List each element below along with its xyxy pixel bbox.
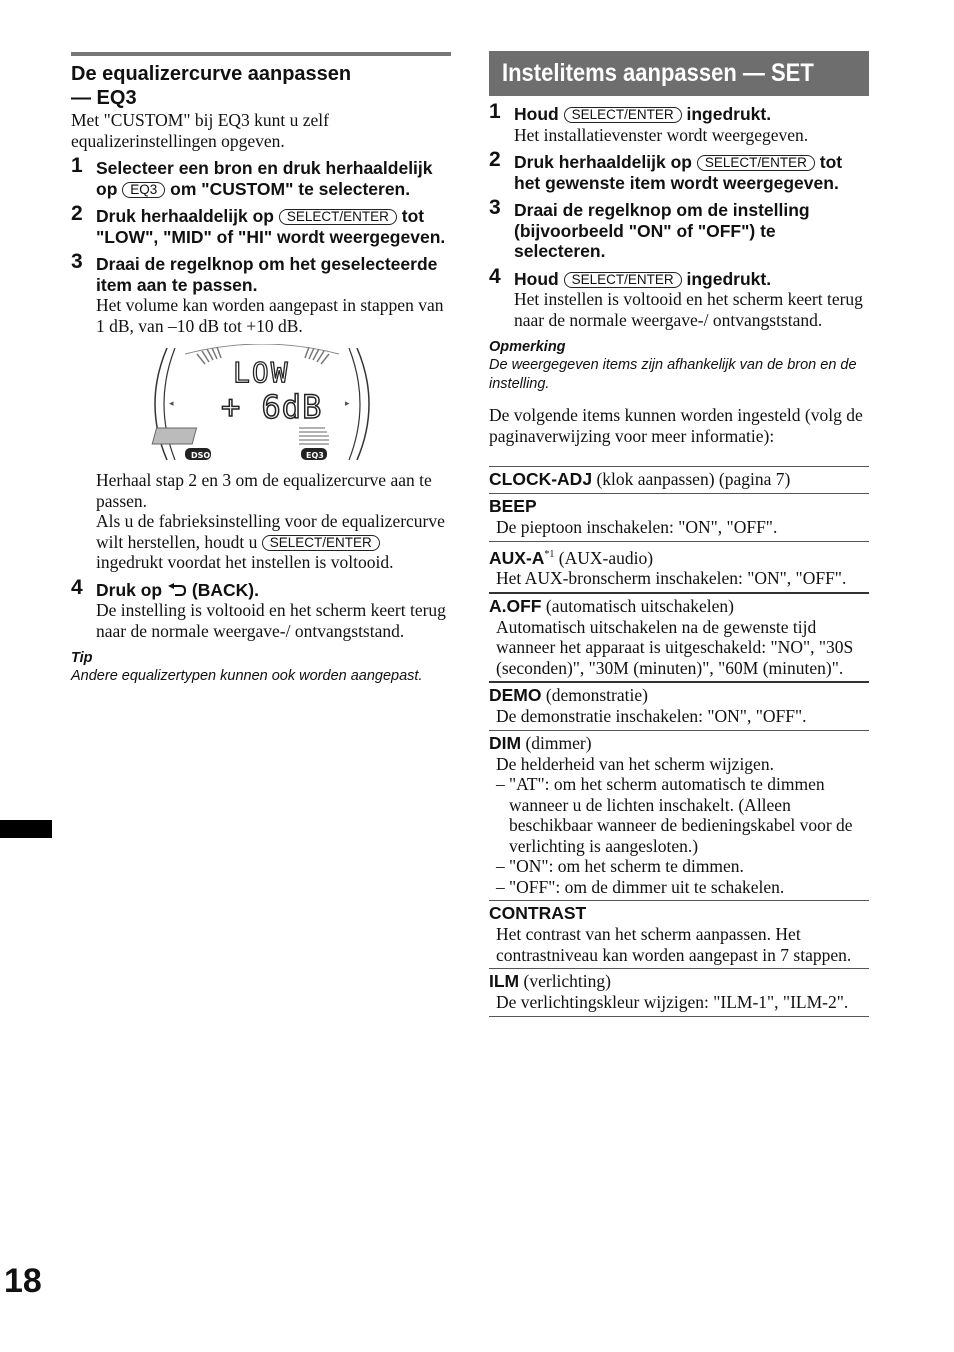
setting-desc: Het contrast van het scherm aanpassen. Het contrastniveau kan worden aangepast in 7 stappen. [496,924,852,965]
step-text: (BACK). [191,579,259,600]
step-text: Druk op [96,579,163,600]
setting-suffix: (automatisch uitschakelen) [541,595,734,616]
step-text: tot "LOW", "MID" of "HI" wordt weergegeven. [96,206,446,247]
setting-clock-adj [489,467,869,494]
items-intro: De volgende items kunnen worden ingesteld (volg de paginaverwijzing voor meer informatie): [489,405,863,446]
setting-suffix: (AUX-audio) [554,547,654,568]
step-1 [71,154,451,199]
setting-name: BEEP [489,496,537,516]
settings-list [489,466,869,1017]
left-column [71,52,451,686]
footnote-marker: *1 [544,548,555,560]
step-title [514,269,869,290]
select-enter-key: SELECT/ENTER [262,535,380,551]
step-body: Het volume kan worden aangepast in stappen van 1 dB, van –10 dB tot +10 dB. [96,295,444,336]
repeat-text: Herhaal stap 2 en 3 om de equalizercurve aan te passen. [96,470,432,511]
setting-suffix: (klok aanpassen) (pagina 7) [592,469,791,489]
set-step-4 [489,264,869,331]
reset-text-b: ingedrukt voordat het instellen is voltooid. [96,552,394,572]
setting-a-off [489,594,869,684]
step-text: Selecteer een bron en druk herhaaldelijk op [96,158,433,199]
setting-desc: Het AUX-bronscherm inschakelen: "ON", "OFF". [496,568,847,589]
step-title [96,206,451,247]
tip-title: Tip [71,650,93,666]
step-number: 3 [71,250,83,273]
step-3 [71,250,451,336]
step-title [514,152,869,193]
section-rule [71,52,451,56]
display-line-2: + 6dB [221,388,323,426]
eq3-key: EQ3 [122,182,165,198]
step-title [96,158,451,199]
back-arrow-icon [167,583,187,597]
setting-desc: De helderheid van het scherm wijzigen. [496,753,774,774]
dim-option-at [489,774,869,856]
setting-suffix: (verlichting) [519,971,611,992]
step-text: tot het gewenste item wordt weergegeven. [514,152,843,193]
step-text: Druk herhaaldelijk op [96,206,274,226]
step-title: Draai de regelknop om de instelling (bijvoorbeeld "ON" of "OFF") te selecteren. [514,200,810,261]
setting-name: ILM [489,971,520,992]
step-text: Houd [514,104,559,124]
chapter-tab-marker [0,820,52,838]
setting-suffix: (dimmer) [521,732,592,753]
note-box [489,338,869,393]
step-4 [71,575,451,642]
setting-name: A.OFF [489,595,542,616]
section-banner-set [489,51,869,96]
set-step-3 [489,196,869,262]
intro-text: Met "CUSTOM" bij EQ3 kunt u zelf equalizerinstellingen opgeven. [71,110,329,151]
step-number: 4 [71,575,83,599]
page-number: 18 [4,1262,42,1300]
select-enter-key: SELECT/ENTER [279,209,397,225]
step-number: 3 [489,196,501,219]
setting-beep [489,494,869,542]
tip-box [71,649,451,686]
setting-desc: De pieptoon inschakelen: "ON", "OFF". [496,517,778,537]
option-text: "ON": om het scherm te dimmen. [509,856,744,877]
setting-name: DEMO [489,685,542,706]
dash: – [496,876,505,897]
dash: – [496,856,505,877]
setting-contrast [489,901,869,969]
step-title [514,104,869,125]
setting-desc: Automatisch uitschakelen na de gewenste tijd wanneer het apparaat is uitgeschakeld: "NO", "30S (seconden)", "30M (minuten)", "60M (minuten)". [496,616,854,678]
note-title: Opmerking [489,339,566,355]
setting-name: CLOCK-ADJ [489,469,593,489]
setting-name: CONTRAST [489,903,587,924]
setting-ilm [489,969,869,1017]
dso-label: DSO [191,451,211,460]
heading-line-1: De equalizercurve aanpassen [71,63,352,85]
step-title: Draai de regelknop om het geselecteerde item aan te passen. [96,254,438,295]
display-line-1: LOW [233,356,290,389]
step-number: 2 [71,202,83,225]
tip-text: Andere equalizertypen kunnen ook worden aangepast. [71,668,423,684]
step-body: Het installatievenster wordt weergegeven. [514,124,809,145]
heading-line-2: — EQ3 [71,87,137,109]
lcd-display-illustration [149,344,375,464]
dim-option-on [489,856,869,877]
setting-dim [489,731,869,902]
dash: – [496,774,505,795]
step-number: 1 [489,100,501,123]
reset-instructions [71,470,451,573]
dim-option-off [489,877,869,898]
step-number: 4 [489,264,501,288]
setting-demo [489,683,869,731]
select-enter-key: SELECT/ENTER [697,155,815,171]
step-text: Druk herhaaldelijk op [514,152,692,172]
set-step-2 [489,148,869,193]
setting-suffix: (demonstratie) [541,685,648,706]
factory-reset-text [96,511,451,573]
note-text: De weergegeven items zijn afhankelijk van de bron en de instelling. [489,357,857,392]
step-body: Het instellen is voltooid en het scherm keert terug naar de normale weergave-/ ontvangststand. [514,289,863,330]
step-text: Houd [514,268,559,289]
setting-desc: De demonstratie inschakelen: "ON", "OFF". [496,706,807,727]
step-number: 1 [71,154,83,177]
setting-name: DIM [489,732,522,753]
step-number: 2 [489,148,501,171]
eq3-label: EQ3 [306,451,324,460]
option-text: "OFF": om de dimmer uit te schakelen. [509,876,785,897]
step-text: ingedrukt. [686,104,772,124]
step-text: om "CUSTOM" te selecteren. [170,178,411,199]
step-body: De instelling is voltooid en het scherm keert terug naar de normale weergave-/ ontvangststand. [96,600,446,641]
setting-aux-a [489,542,869,594]
step-title [96,580,451,601]
setting-desc: De verlichtingskleur wijzigen: "ILM-1", "ILM-2". [496,992,849,1013]
reset-text-a: Als u de fabrieksinstelling voor de equalizercurve wilt herstellen, houdt u [96,511,445,552]
setting-name: AUX-A [489,547,545,568]
right-column [489,51,869,1017]
select-enter-key: SELECT/ENTER [564,107,682,123]
svg-text:◂: ◂ [169,399,174,409]
select-enter-key: SELECT/ENTER [564,272,682,288]
set-step-1 [489,100,869,145]
option-text: "AT": om het scherm automatisch te dimmen wanneer u de lichten inschakelt. (Alleen beschikbaar wanneer de bedieningskabel voor de verlichting is aangesloten.) [509,774,853,856]
section-heading-eq3 [71,62,451,110]
step-2 [71,202,451,247]
banner-title: Instelitems aanpassen — SET [502,59,814,87]
step-text: ingedrukt. [686,268,772,289]
svg-text:▸: ▸ [345,399,350,409]
